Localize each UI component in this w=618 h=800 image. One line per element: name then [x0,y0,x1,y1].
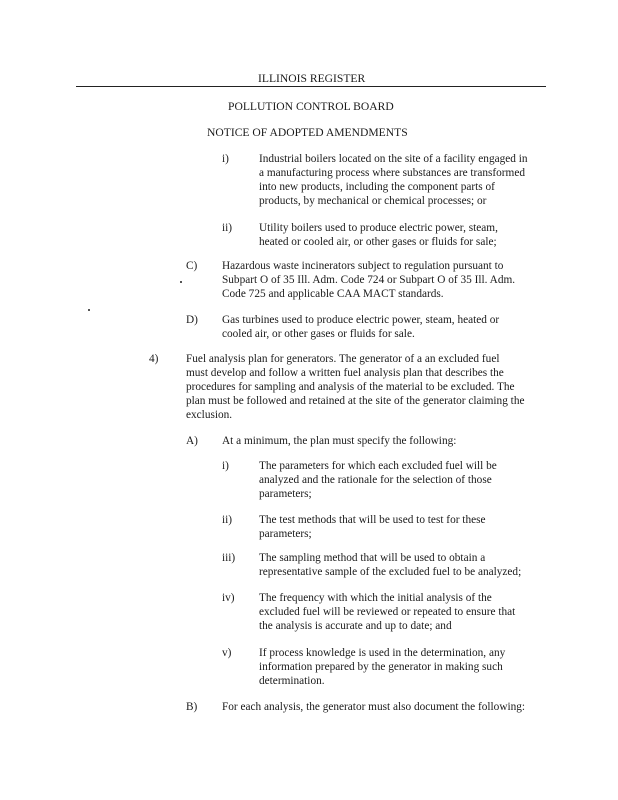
item-line: cooled air, or other gases or fluids for sale. [222,328,415,340]
item-line: plan must be followed and retained at the site of the generator claiming the [186,395,525,407]
item-line: parameters; [259,528,312,540]
scan-speck [88,309,90,311]
item-line: Gas turbines used to produce electric power, steam, heated or [222,314,500,326]
item-line: Code 725 and applicable CAA MACT standards. [222,288,444,300]
item-line: into new products, including the component parts of [259,181,495,193]
register-title: ILLINOIS REGISTER [258,72,366,85]
item-marker: D) [186,314,198,326]
item-line: Subpart O of 35 Ill. Adm. Code 724 or Subpart O of 35 Ill. Adm. [222,274,516,286]
item-line: If process knowledge is used in the determination, any [259,647,506,659]
item-marker: ii) [222,222,233,234]
item-line: The parameters for which each excluded fuel will be [259,460,497,472]
item-line: representative sample of the excluded fuel to be analyzed; [259,566,522,578]
scan-speck [180,281,182,283]
item-marker: v) [222,647,232,659]
item-line: a manufacturing process where substances are transformed [259,167,525,179]
item-line: excluded fuel will be reviewed or repeated to ensure that [259,606,516,618]
item-line: must develop and follow a written fuel analysis plan that describes the [186,367,504,379]
notice-title: NOTICE OF ADOPTED AMENDMENTS [207,126,408,139]
item-line: Fuel analysis plan for generators. The generator of a an excluded fuel [186,353,500,365]
item-line: heated or cooled air, or other gases or fluids for sale; [259,236,497,248]
item-line: the analysis is accurate and up to date; and [259,620,452,632]
item-marker: ii) [222,514,233,526]
item-line: The sampling method that will be used to obtain a [259,552,486,564]
item-line: At a minimum, the plan must specify the following: [222,435,457,447]
item-marker: C) [186,260,198,272]
item-marker: i) [222,460,229,472]
item-line: For each analysis, the generator must also document the following: [222,701,526,713]
item-marker: A) [186,435,198,447]
item-line: The test methods that will be used to test for these [259,514,486,526]
item-line: exclusion. [186,409,233,421]
item-line: procedures for sampling and analysis of the material to be excluded. The [186,381,515,393]
item-line: information prepared by the generator in making such [259,661,503,673]
board-title: POLLUTION CONTROL BOARD [228,100,394,113]
item-marker: i) [222,153,229,165]
item-line: Utility boilers used to produce electric power, steam, [259,222,498,234]
item-line: parameters; [259,488,312,500]
item-marker: 4) [149,353,159,365]
item-line: Industrial boilers located on the site of a facility engaged in [259,153,528,165]
header-rule [76,86,546,87]
item-line: determination. [259,675,325,687]
item-line: The frequency with which the initial analysis of the [259,592,492,604]
item-marker: B) [186,701,198,713]
item-marker: iv) [222,592,235,604]
item-line: products, by mechanical or chemical processes; or [259,195,487,207]
item-line: Hazardous waste incinerators subject to regulation pursuant to [222,260,504,272]
item-marker: iii) [222,552,236,564]
item-line: analyzed and the rationale for the selection of those [259,474,492,486]
